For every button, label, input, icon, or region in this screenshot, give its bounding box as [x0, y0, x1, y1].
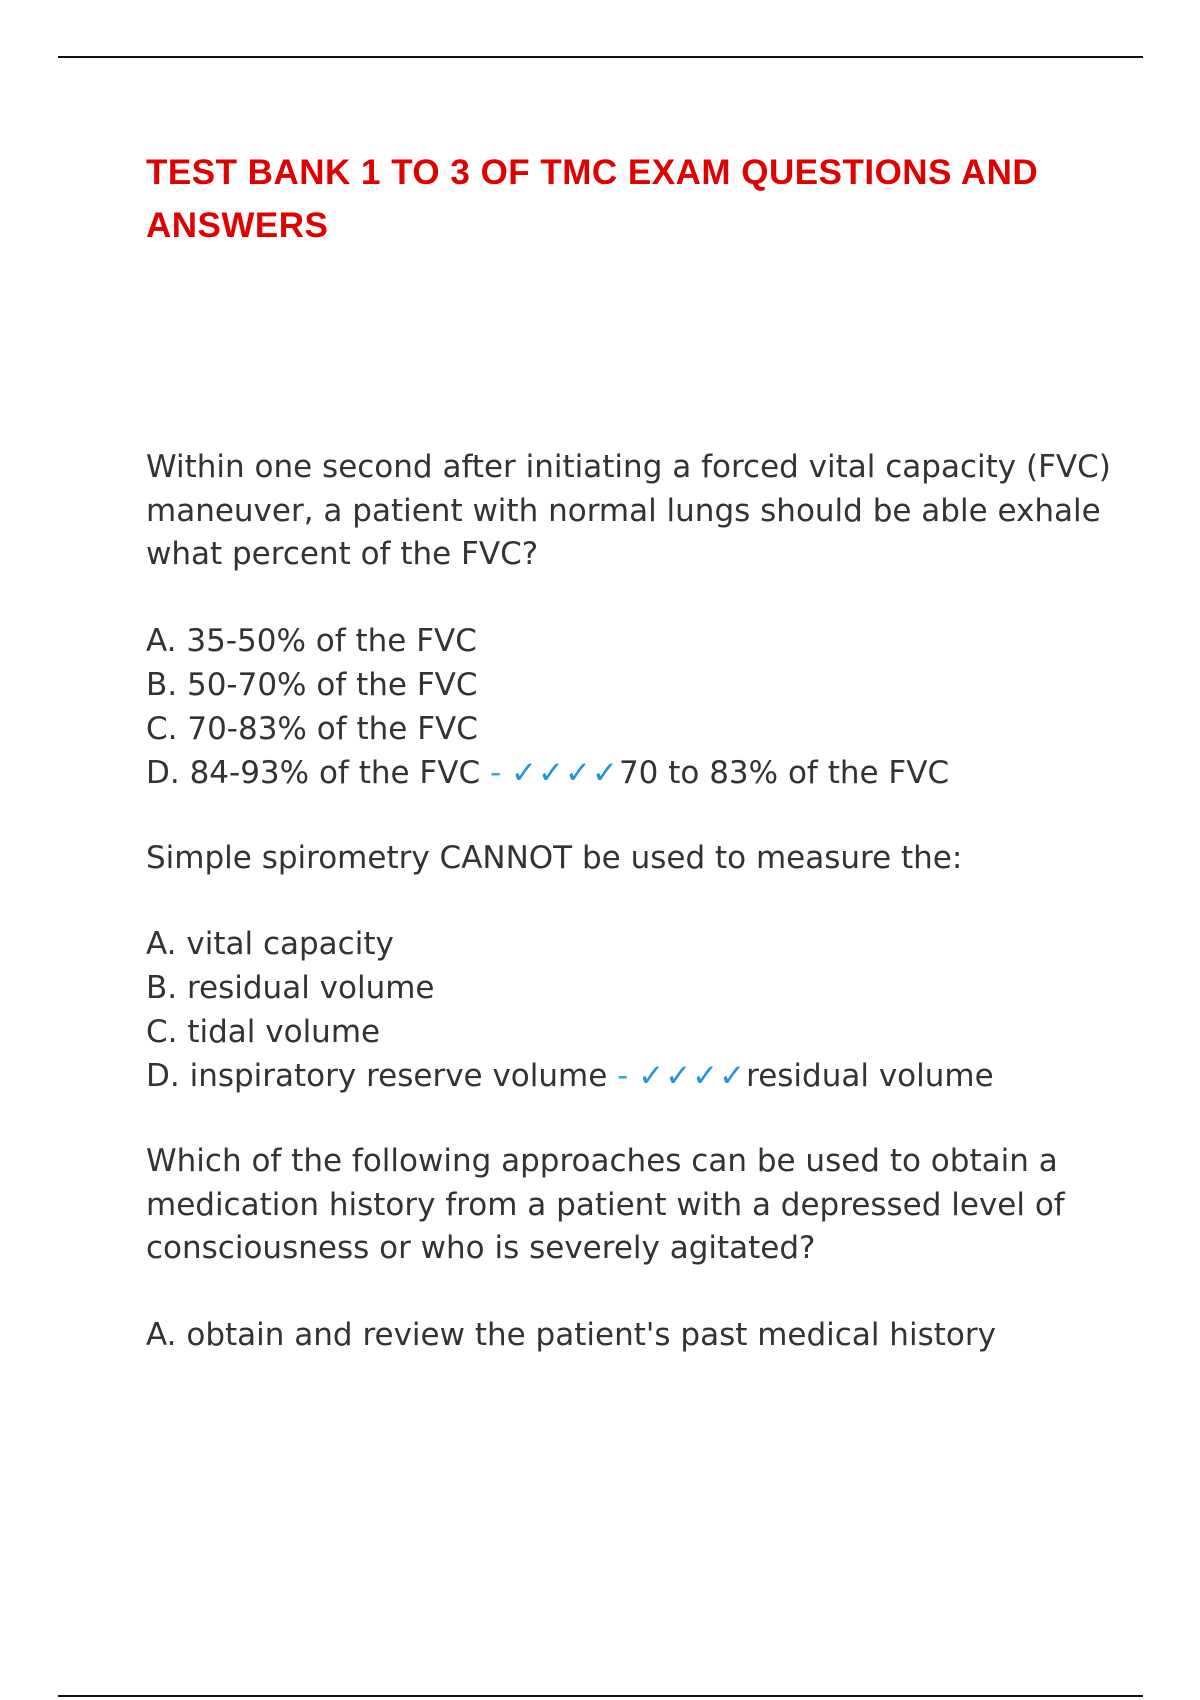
option-b: B. residual volume	[146, 970, 435, 1006]
option-d-with-answer	[146, 1054, 1126, 1098]
document-title: TEST BANK 1 TO 3 OF TMC EXAM QUESTIONS AND ANSWERS	[146, 153, 1039, 245]
check-marks-icon: ✓✓✓✓	[511, 754, 619, 791]
question-text: Simple spirometry CANNOT be used to measure the:	[146, 839, 963, 876]
answer-text: 70 to 83% of the FVC	[618, 754, 950, 791]
options-list	[146, 619, 1126, 795]
option-b: B. 50-70% of the FVC	[146, 666, 478, 703]
option-d: D. inspiratory reserve volume	[146, 1058, 608, 1094]
option-d-with-answer	[146, 751, 1126, 795]
option-a: A. obtain and review the patient's past medical history	[146, 1316, 996, 1353]
top-rule	[58, 56, 1143, 58]
answer-text: residual volume	[746, 1058, 994, 1094]
option-d: D. 84-93% of the FVC	[146, 754, 481, 791]
document-body	[146, 446, 1126, 1357]
question-text: Within one second after initiating a forced vital capacity (FVC) maneuver, a patient with normal lungs should be able exhale what percent of the FVC?	[146, 449, 1111, 572]
option-a: A. 35-50% of the FVC	[146, 622, 477, 659]
question-text: Which of the following approaches can be used to obtain a medication history from a patient with a depressed level of consciousness or who is severely agitated?	[146, 1143, 1065, 1266]
check-marks-icon: ✓✓✓✓	[638, 1058, 747, 1094]
answer-separator: -	[607, 1058, 639, 1094]
option-c: C. 70-83% of the FVC	[146, 710, 478, 747]
options-list	[146, 922, 1126, 1098]
bottom-rule	[58, 1695, 1143, 1697]
option-c: C. tidal volume	[146, 1014, 381, 1050]
answer-separator: -	[480, 754, 512, 791]
options-list	[146, 1313, 1126, 1357]
option-a: A. vital capacity	[146, 926, 394, 962]
